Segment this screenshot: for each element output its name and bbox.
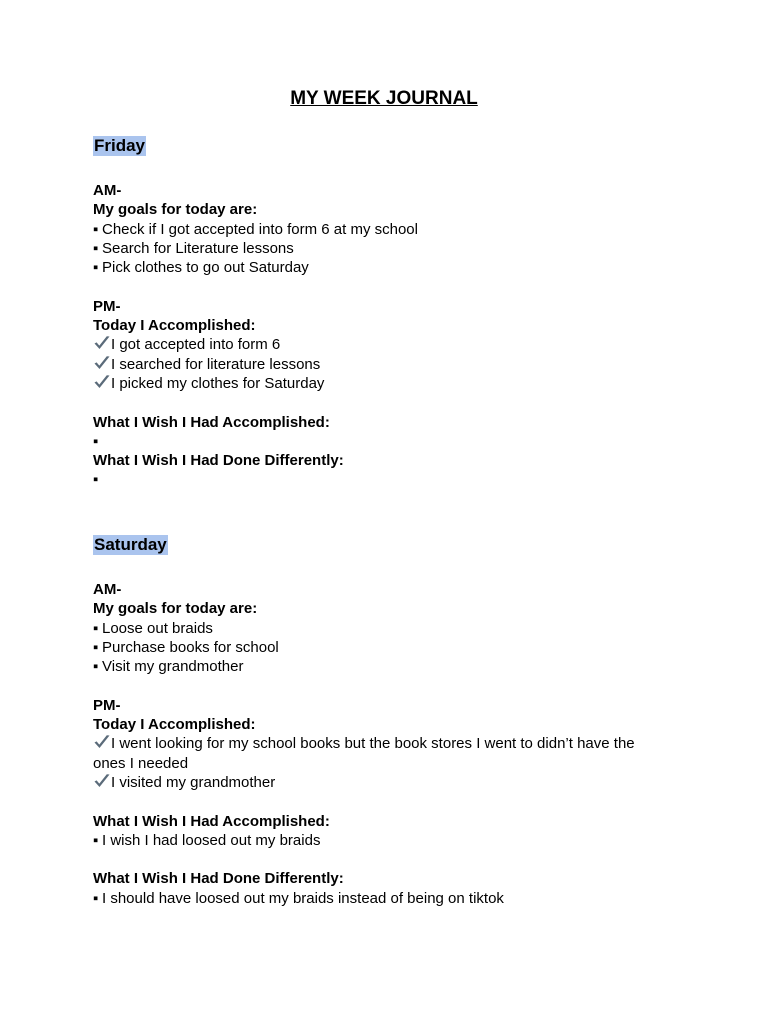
wish-differently-label: What I Wish I Had Done Differently: <box>93 452 344 470</box>
day-section-friday <box>93 136 713 490</box>
goals-label: My goals for today are: <box>93 600 258 618</box>
list-item: I visited my grandmother <box>93 773 713 792</box>
square-bullet-icon: ▪ <box>93 239 99 257</box>
list-item <box>93 432 713 451</box>
list-item: ▪ Pick clothes to go out Saturday <box>93 259 309 277</box>
pm-label: PM- <box>93 297 121 315</box>
pm-label: PM- <box>93 696 121 714</box>
square-bullet-icon: ▪ <box>93 471 99 489</box>
accomplished-label: Today I Accomplished: <box>93 716 256 734</box>
wish-accomplished-label: What I Wish I Had Accomplished: <box>93 812 330 830</box>
wish-differently-label: What I Wish I Had Done Differently: <box>93 870 344 888</box>
am-label: AM- <box>93 182 122 199</box>
square-bullet-icon: ▪ <box>93 619 99 637</box>
wish-accomplished-label: What I Wish I Had Accomplished: <box>93 413 330 431</box>
checkmark-icon <box>93 773 111 789</box>
square-bullet-icon: ▪ <box>93 259 99 277</box>
day-section-saturday <box>93 535 713 908</box>
goals-label: My goals for today are: <box>93 201 258 219</box>
square-bullet-icon: ▪ <box>93 889 99 907</box>
checkmark-icon <box>93 335 111 351</box>
list-item: I searched for literature lessons <box>93 355 713 374</box>
list-item: I picked my clothes for Saturday <box>93 374 713 393</box>
square-bullet-icon: ▪ <box>93 658 99 676</box>
list-item: ▪ Visit my grandmother <box>93 658 244 676</box>
square-bullet-icon: ▪ <box>93 220 99 238</box>
list-item <box>93 470 713 489</box>
list-item: ▪ I wish I had loosed out my braids <box>93 831 321 849</box>
list-item: I went looking for my school books but the book stores I went to didn’t have the ones I needed <box>93 735 635 772</box>
day-heading: Saturday <box>94 535 167 554</box>
list-item: ▪ Search for Literature lessons <box>93 239 294 257</box>
page-title: MY WEEK JOURNAL <box>290 88 478 109</box>
square-bullet-icon: ▪ <box>93 432 99 450</box>
list-item: I got accepted into form 6 <box>93 335 713 354</box>
list-item: ▪ Check if I got accepted into form 6 at my school <box>93 220 418 238</box>
checkmark-icon <box>93 355 111 371</box>
accomplished-label: Today I Accomplished: <box>93 317 256 335</box>
list-item: ▪ I should have loosed out my braids instead of being on tiktok <box>93 889 504 907</box>
list-item: ▪ Purchase books for school <box>93 638 279 656</box>
checkmark-icon <box>93 374 111 390</box>
list-item: ▪ Loose out braids <box>93 619 213 637</box>
square-bullet-icon: ▪ <box>93 638 99 656</box>
am-label: AM- <box>93 581 122 598</box>
square-bullet-icon: ▪ <box>93 831 99 849</box>
checkmark-icon <box>93 734 111 750</box>
day-heading: Friday <box>94 136 146 155</box>
